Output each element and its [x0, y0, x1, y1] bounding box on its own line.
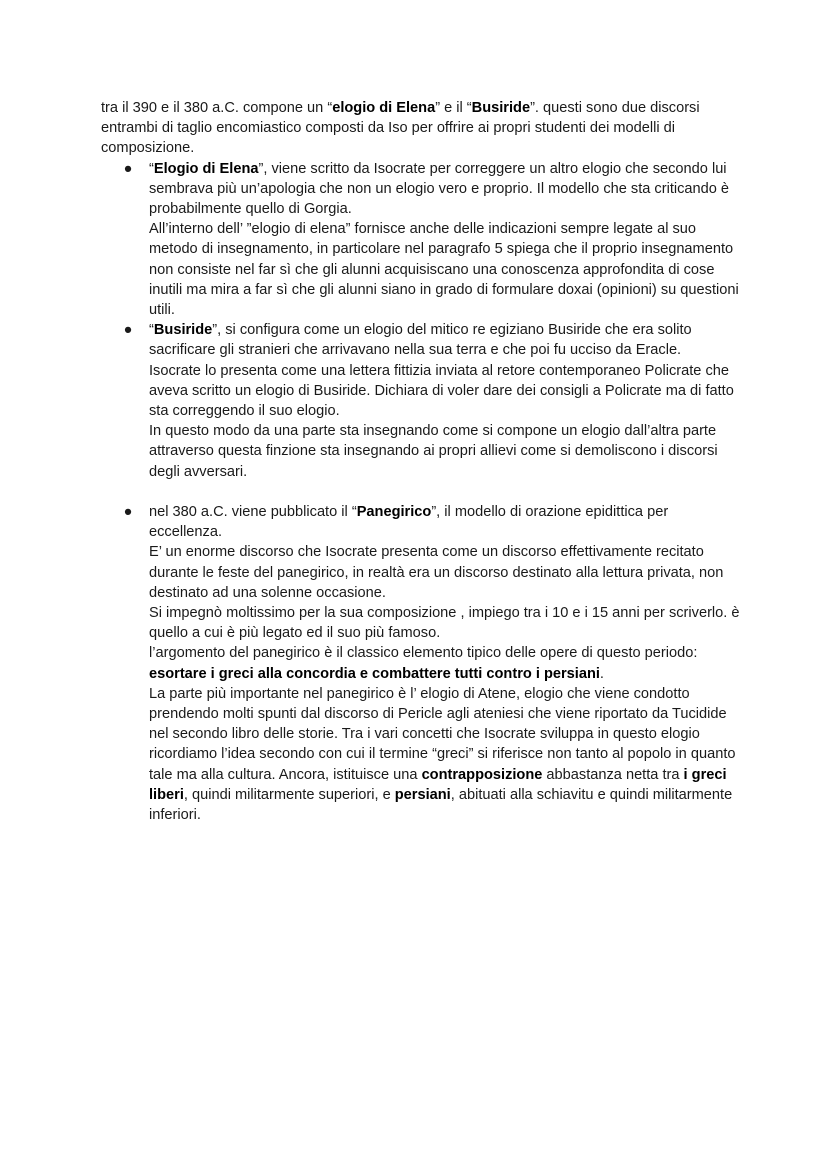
panegirico-paragraph-5: esortare i greci alla concordia e combattere tutti contro i persiani.: [149, 665, 604, 682]
document-page: [101, 98, 741, 825]
elena-heading: Elogio di Elena: [153, 160, 259, 177]
elena-paragraph-2: All’interno dell’ ”elogio di elena” fornisce anche delle indicazioni sempre legate al suo metodo di insegnamento, in particolare nel paragrafo 5 spiega che il proprio insegnamento non consiste nel far sì che gli alunni acquisiscano una conoscenza approfondita di cose inutili ma mira a far sì che gli alunni siano in grado di formulare doxai (opinioni) su questioni utili.: [149, 221, 739, 319]
bullet-icon: ●: [123, 160, 133, 177]
blank-line: [101, 482, 741, 502]
elogio-di-elena-term: elogio di Elena: [332, 100, 436, 116]
list-item-busiride: [101, 320, 741, 482]
elena-paragraph-1: “Elogio di Elena”, viene scritto da Isocrate per correggere un altro elogio che secondo lui sembrava più un’apologia che non un elogio vero e proprio. Il modello che sta criticando è probabilmente quello di Gorgia.: [149, 160, 730, 218]
panegirico-heading: Panegirico: [356, 504, 432, 521]
busiride-heading: Busiride: [153, 322, 213, 339]
intro-paragraph: tra il 390 e il 380 a.C. compone un “elogio di Elena” e il “Busiride”. questi sono due discorsi entrambi di taglio encomiastico composti da Iso per offrire ai propri studenti dei modelli di composizione.: [101, 100, 700, 157]
busiride-term: Busiride: [471, 100, 531, 116]
panegirico-paragraph-4: l’argomento del panegirico è il classico elemento tipico delle opere di questo periodo:: [149, 645, 698, 662]
bullet-list: [101, 159, 741, 826]
panegirico-paragraph-6: La parte più importante nel panegirico è l’ elogio di Atene, elogio che viene condotto prendendo molti spunti dal discorso di Pericle agli ateniesi che viene riportato da Tucidide nel secondo libro delle storie. Tra i vari concetti che Isocrate sviluppa in questo elogio ricordiamo l’idea secondo con cui il termine “greci” si riferisce non tanto al popolo in quanto tale ma alla cultura. Ancora, istituisce una contrapposizione abbastanza netta tra i greci liberi, quindi militarmente superiori, e persiani, abituati alla schiavitu e quindi militarmente inferiori.: [149, 685, 736, 824]
bullet-icon: ●: [123, 322, 133, 339]
greci-liberi-term: i greci liberi: [149, 766, 727, 803]
persiani-term: persiani: [394, 786, 451, 803]
panegirico-paragraph-2: E’ un enorme discorso che Isocrate presenta come un discorso effettivamente recitato durante le feste del panegirico, in realtà era un discorso destinato alla lettura privata, non destinato ad una solenne occasione.: [149, 544, 724, 601]
list-item-panegirico: [101, 502, 741, 825]
panegirico-theme: esortare i greci alla concordia e combattere tutti contro i persiani: [149, 665, 600, 682]
busiride-paragraph-2: Isocrate lo presenta come una lettera fittizia inviata al retore contemporaneo Policrate che aveva scritto un elogio di Busiride. Dichiara di voler dare dei consigli a Policrate ma di fatto sta correggendo il suo elogio.: [149, 362, 734, 420]
busiride-paragraph-3: In questo modo da una parte sta insegnando come si compone un elogio dall’altra parte attraverso questa finzione sta insegnando ai propri allievi come si demoliscono i discorsi degli avversari.: [149, 423, 718, 480]
busiride-paragraph-1: “Busiride”, si configura come un elogio del mitico re egiziano Busiride che era solito sacrificare gli stranieri che arrivavano nella sua terra e che poi fu ucciso da Eracle.: [149, 322, 692, 359]
panegirico-paragraph-1: nel 380 a.C. viene pubblicato il “Panegirico”, il modello di orazione epidittica per eccellenza.: [149, 504, 669, 541]
panegirico-paragraph-3: Si impegnò moltissimo per la sua composizione , impiego tra i 10 e i 15 anni per scriverlo. è quello a cui è più legato ed il suo più famoso.: [149, 605, 740, 642]
contrapposizione-term: contrapposizione: [421, 766, 543, 783]
bullet-icon: ●: [123, 504, 133, 521]
list-item-elogio-di-elena: [101, 159, 741, 321]
